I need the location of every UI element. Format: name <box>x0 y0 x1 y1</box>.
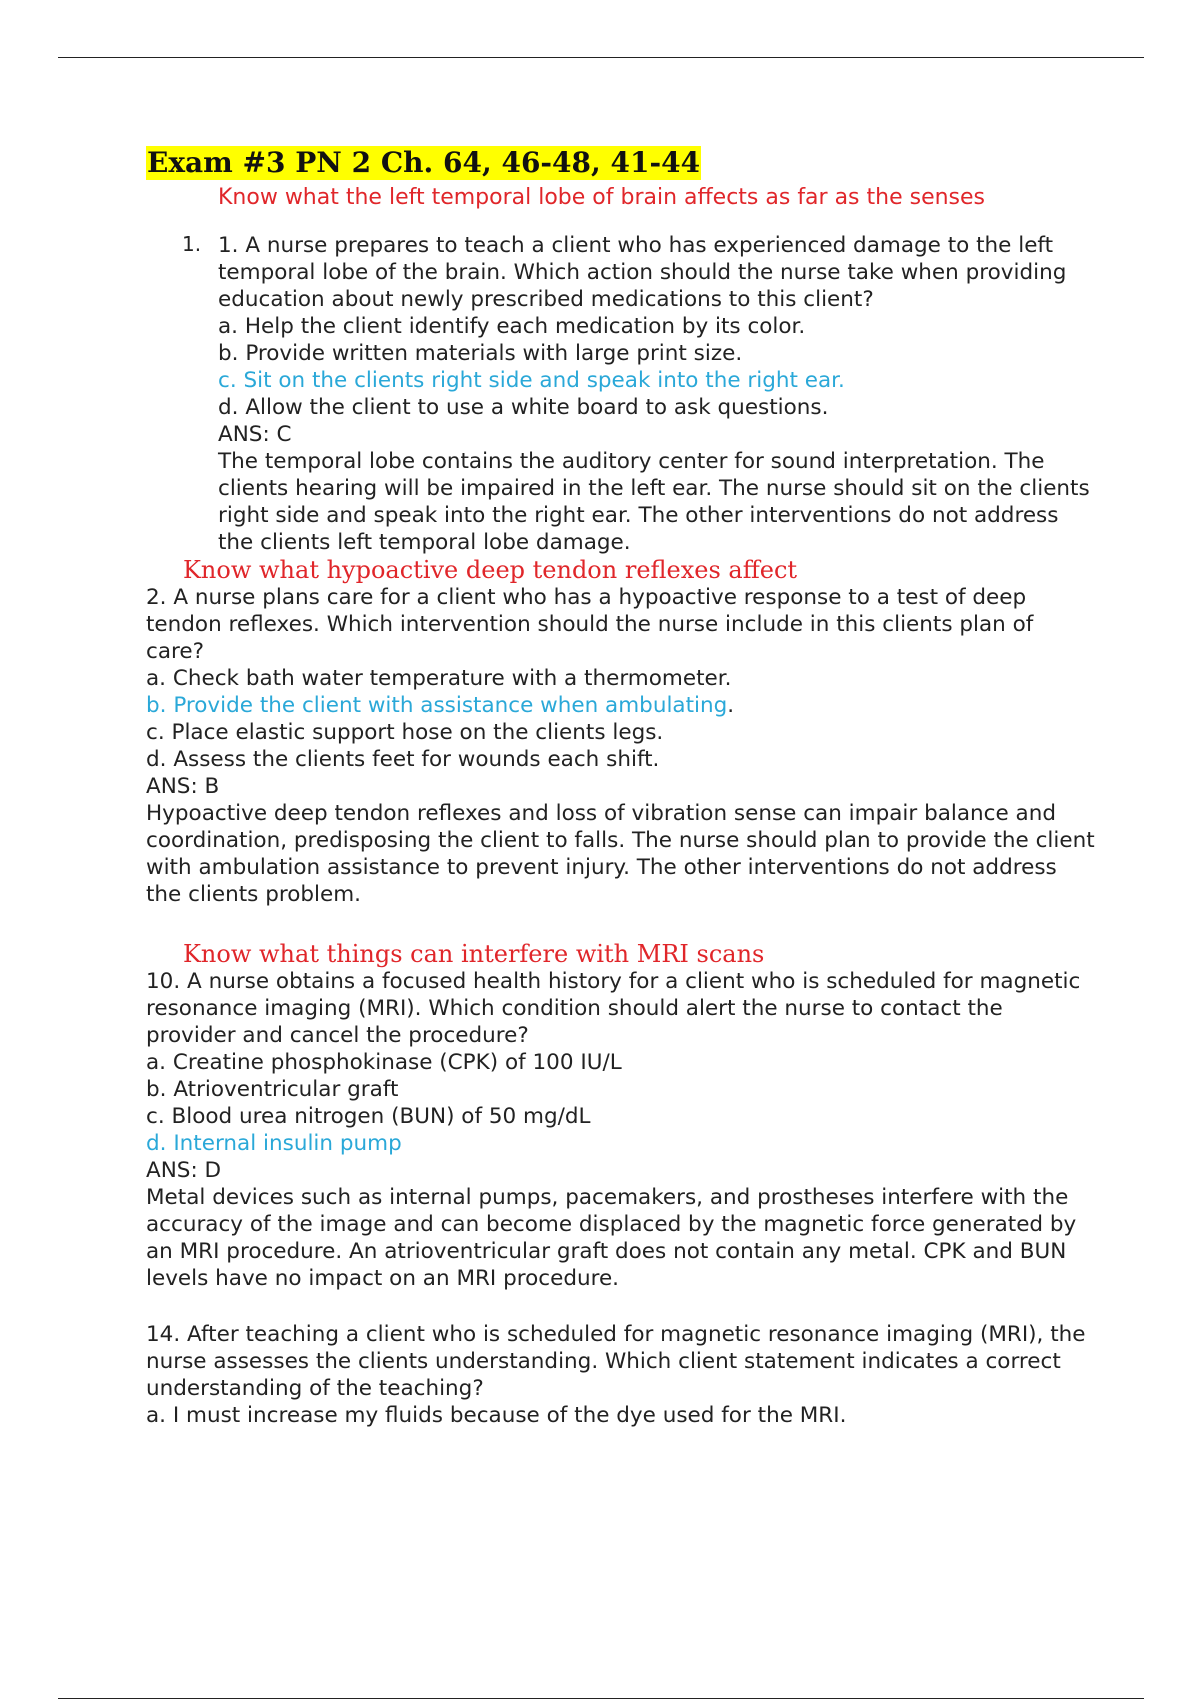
bottom-rule <box>58 1698 1144 1699</box>
list-number: 1. <box>182 232 202 256</box>
option-c: c. Blood urea nitrogen (BUN) of 50 mg/dL <box>146 1104 591 1129</box>
option-a: a. Check bath water temperature with a thermometer. <box>146 666 732 691</box>
option-d: d. Assess the clients feet for wounds each shift. <box>146 747 660 772</box>
option-b: b. Provide written materials with large print size. <box>218 341 743 366</box>
option-d: d. Allow the client to use a white board to ask questions. <box>218 395 829 420</box>
rationale: Metal devices such as internal pumps, pacemakers, and prostheses interfere with the accuracy of the image and can become displaced by the magnetic force generated by an MRI procedure. An atrioventricular graft does not contain any metal. CPK and BUN levels have no impact on an MRI procedure. <box>146 1185 1077 1291</box>
section-2 <box>146 556 1096 908</box>
question-text: 2. A nurse plans care for a client who has a hypoactive response to a test of deep tendon reflexes. Which intervention should the nurse include in this clients plan of care? <box>146 585 1034 664</box>
option-d-correct: d. Internal insulin pump <box>146 1131 402 1156</box>
section-heading: Know what things can interfere with MRI scans <box>183 940 765 968</box>
spacer <box>146 1292 1096 1321</box>
option-b: b. Atrioventricular graft <box>146 1077 399 1102</box>
option-a: a. Creatine phosphokinase (CPK) of 100 IU/L <box>146 1050 622 1075</box>
option-c-correct: c. Sit on the clients right side and speak into the right ear. <box>218 368 845 393</box>
rationale: The temporal lobe contains the auditory center for sound interpretation. The clients hearing will be impaired in the left ear. The nurse should sit on the clients right side and speak into the right ear. The other interventions do not address the clients left temporal lobe damage. <box>218 449 1090 555</box>
section-heading: Know what the left temporal lobe of brain affects as far as the senses <box>218 185 986 210</box>
question-text: 14. After teaching a client who is scheduled for magnetic resonance imaging (MRI), the nurse assesses the clients understanding. Which client statement indicates a correct understanding of the teaching? <box>146 1322 1086 1401</box>
section-heading: Know what hypoactive deep tendon reflexes affect <box>183 556 798 584</box>
page-title: Exam #3 PN 2 Ch. 64, 46-48, 41-44 <box>147 146 701 179</box>
answer-key: ANS: B <box>146 774 220 799</box>
section-1 <box>146 184 1096 556</box>
option-b-period: . <box>727 693 735 718</box>
section-4 <box>146 1321 1096 1429</box>
section-3 <box>146 940 1096 1292</box>
option-b-line <box>146 692 1096 719</box>
document-body <box>146 146 1096 1429</box>
spacer <box>146 908 1096 940</box>
top-rule <box>58 57 1144 58</box>
option-a: a. Help the client identify each medication by its color. <box>218 314 806 339</box>
answer-key: ANS: D <box>146 1158 222 1183</box>
question-text: 1. A nurse prepares to teach a client who has experienced damage to the left temporal lobe of the brain. Which action should the nurse take when providing education about newly prescribed medications to this client? <box>218 233 1067 312</box>
answer-key: ANS: C <box>218 422 292 447</box>
option-a: a. I must increase my fluids because of the dye used for the MRI. <box>146 1403 847 1428</box>
question-1 <box>146 232 1096 556</box>
rationale: Hypoactive deep tendon reflexes and loss of vibration sense can impair balance and coordination, predisposing the client to falls. The nurse should plan to provide the client with ambulation assistance to prevent injury. The other interventions do not address the clients problem. <box>146 801 1095 907</box>
option-b-correct: b. Provide the client with assistance when ambulating <box>146 693 728 718</box>
question-text: 10. A nurse obtains a focused health history for a client who is scheduled for magnetic resonance imaging (MRI). Which condition should alert the nurse to contact the provider and cancel the procedure? <box>146 969 1081 1048</box>
option-c: c. Place elastic support hose on the clients legs. <box>146 720 664 745</box>
